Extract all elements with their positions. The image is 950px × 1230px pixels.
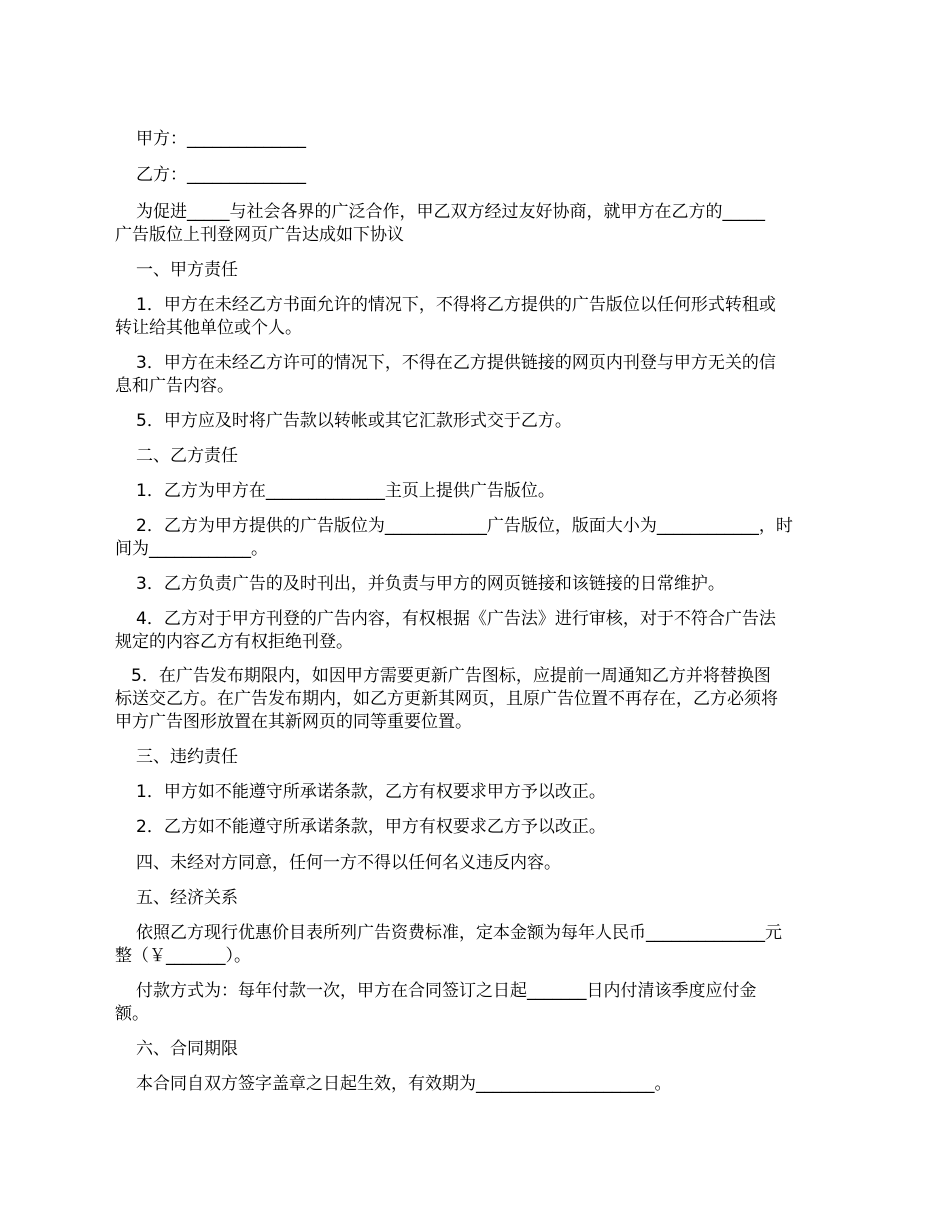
clause-a5-line: 5．甲方应及时将广告款以转帐或其它汇款形式交于乙方。 xyxy=(136,411,572,431)
party-a-line: 甲方：______________ xyxy=(136,129,306,149)
clause-b2-line-2: 间为____________。 xyxy=(115,539,268,559)
payment-line-1: 付款方式为：每年付款一次，甲方在合同签订之日起_______日内付清该季度应付金 xyxy=(136,981,757,1001)
section-2-heading: 二、乙方责任 xyxy=(136,446,238,466)
clause-b5-line-1: 5．在广告发布期限内，如因甲方需要更新广告图标，应提前一周通知乙方并将替换图 xyxy=(131,666,771,686)
clause-b1-line: 1．乙方为甲方在______________主页上提供广告版位。 xyxy=(136,481,555,501)
clause-a3-line-2: 息和广告内容。 xyxy=(115,376,234,396)
clause-b4-line-2: 规定的内容乙方有权拒绝刊登。 xyxy=(115,632,353,652)
section-4-heading: 四、未经对方同意，任何一方不得以任何名义违反内容。 xyxy=(136,853,561,873)
clause-b5-line-3: 甲方广告图形放置在其新网页的同等重要位置。 xyxy=(115,712,472,732)
intro-line-1: 为促进_____与社会各界的广泛合作，甲乙双方经过友好协商，就甲方在乙方的_____ xyxy=(136,202,765,222)
party-b-line: 乙方：______________ xyxy=(136,165,306,185)
intro-line-2: 广告版位上刊登网页广告达成如下协议 xyxy=(115,225,404,245)
clause-a1-line-2: 转让给其他单位或个人。 xyxy=(115,318,302,338)
section-5-heading: 五、经济关系 xyxy=(136,888,238,908)
clause-b4-line-1: 4．乙方对于甲方刊登的广告内容，有权根据《广告法》进行审核，对于不符合广告法 xyxy=(136,609,776,629)
clause-c2-line: 2．乙方如不能遵守所承诺条款，甲方有权要求乙方予以改正。 xyxy=(136,817,606,837)
section-6-heading: 六、合同期限 xyxy=(136,1039,238,1059)
payment-line-2: 额。 xyxy=(115,1004,149,1024)
clause-c1-line: 1．甲方如不能遵守所承诺条款，乙方有权要求甲方予以改正。 xyxy=(136,782,606,802)
clause-b2-line-1: 2．乙方为甲方提供的广告版位为____________广告版位，版面大小为____________，时 xyxy=(136,516,793,536)
clause-a3-line-1: 3．甲方在未经乙方许可的情况下，不得在乙方提供链接的网页内刊登与甲方无关的信 xyxy=(136,353,776,373)
section-3-heading: 三、违约责任 xyxy=(136,747,238,767)
fee-line-1: 依照乙方现行优惠价目表所列广告资费标准，定本金额为每年人民币______________元 xyxy=(136,923,782,943)
section-1-heading: 一、甲方责任 xyxy=(136,260,238,280)
clause-a1-line-1: 1．甲方在未经乙方书面允许的情况下，不得将乙方提供的广告版位以任何形式转租或 xyxy=(136,295,776,315)
fee-line-2: 整（￥_______）。 xyxy=(115,946,251,966)
term-line: 本合同自双方签字盖章之日起生效，有效期为_____________________。 xyxy=(136,1074,672,1094)
clause-b5-line-2: 标送交乙方。在广告发布期内，如乙方更新其网页，且原广告位置不再存在，乙方必须将 xyxy=(115,689,778,709)
clause-b3-line: 3．乙方负责广告的及时刊出，并负责与甲方的网页链接和该链接的日常维护。 xyxy=(136,574,725,594)
